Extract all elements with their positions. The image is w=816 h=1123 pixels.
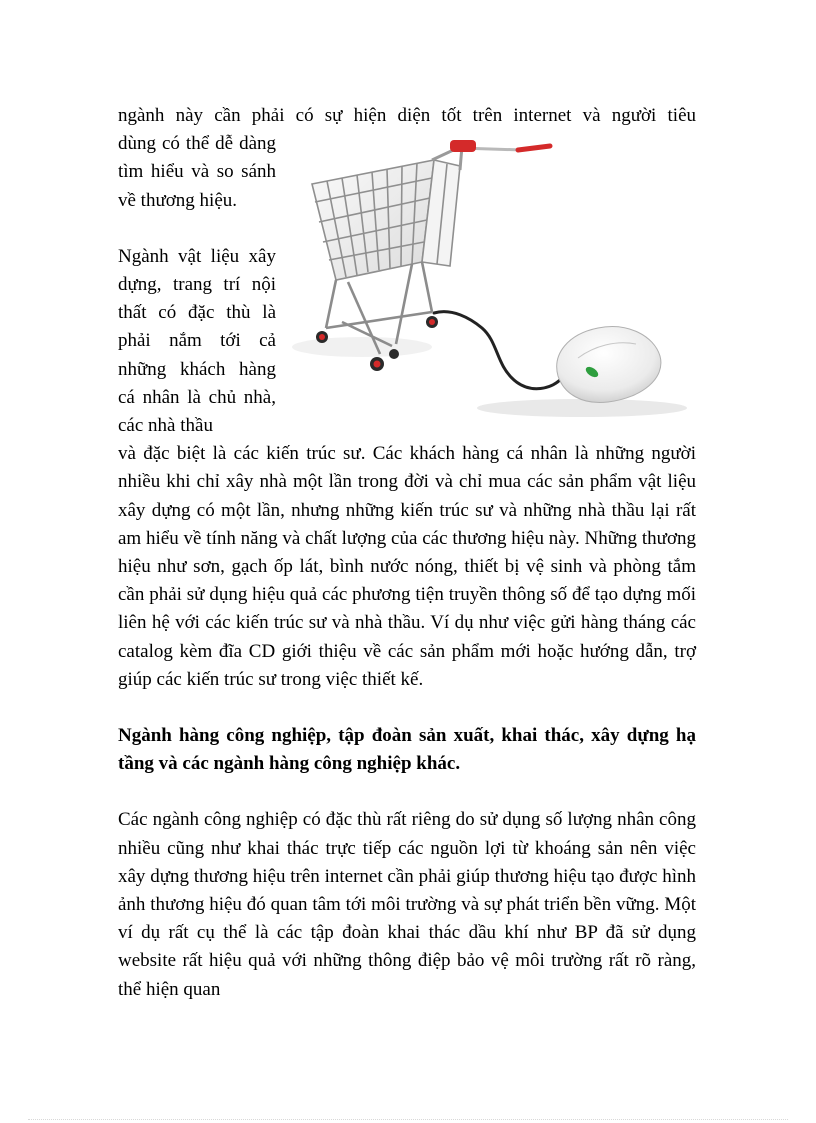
paragraph-3: Các ngành công nghiệp có đặc thù rất riêng do sử dụng số lượng nhân công nhiều cũng như khai thác trực tiếp các nguồn lợi từ khoáng sản nên việc xây dựng thương hiệu trên internet cần phải giúp thương hiệu tạo được hình ảnh thương hiệu đó quan tâm tới môi trường và sự phát triển bền vững. Một ví dụ rất cụ thể là các tập đoàn khai thác dầu khí như BP đã sử dụng website rất hiệu quả với những thông điệp bảo vệ môi trường rất rõ ràng, thể hiện quan [118, 809, 696, 1000]
paragraph-gap [118, 694, 696, 722]
cart-mouse-illustration [282, 132, 696, 420]
paragraph-2-rest: và đặc biệt là các kiến trúc sư. Các khách hàng cá nhân là những người nhiều khi chỉ xây nhà một lần trong đời và chỉ mua các sản phẩm vật liệu xây dựng có một lần, nhưng những kiến trúc sư và những nhà thầu lại rất am hiểu về tính năng và chất lượng của các thương hiệu này. Những thương hiệu như sơn, gạch ốp lát, bình nước nóng, thiết bị vệ sinh và phòng tắm cần phải sử dụng hiệu quả các phương tiện truyền thông số để tạo dựng mối liên hệ với các kiến trúc sư và nhà thầu. Ví dụ như việc gửi hàng tháng các catalog kèm đĩa CD giới thiệu về các sản phẩm mới hoặc hướng dẫn, trợ giúp các kiến trúc sư trong việc thiết kế. [118, 443, 696, 690]
paragraph-2-start: Ngành vật liệu xây dựng, trang trí nội thất có đặc thù là phải nắm tới cả những khách hàng cá nhân là chủ nhà, các nhà thầu [118, 245, 276, 437]
section-heading: Ngành hàng công nghiệp, tập đoàn sản xuất, khai thác, xây dựng hạ tầng và các ngành hàng công nghiệp khác. [118, 725, 696, 775]
paragraph-first-line: ngành này cần phải có sự hiện diện tốt trên internet và người tiêu [118, 105, 696, 126]
paragraph-1-end: dùng có thể dễ dàng tìm hiểu và so sánh về thương hiệu. [118, 133, 276, 211]
shopping-cart-mouse-icon [282, 132, 696, 420]
document-page [118, 102, 696, 1004]
paragraph-gap [118, 778, 696, 806]
page-bottom-border [28, 1119, 788, 1120]
